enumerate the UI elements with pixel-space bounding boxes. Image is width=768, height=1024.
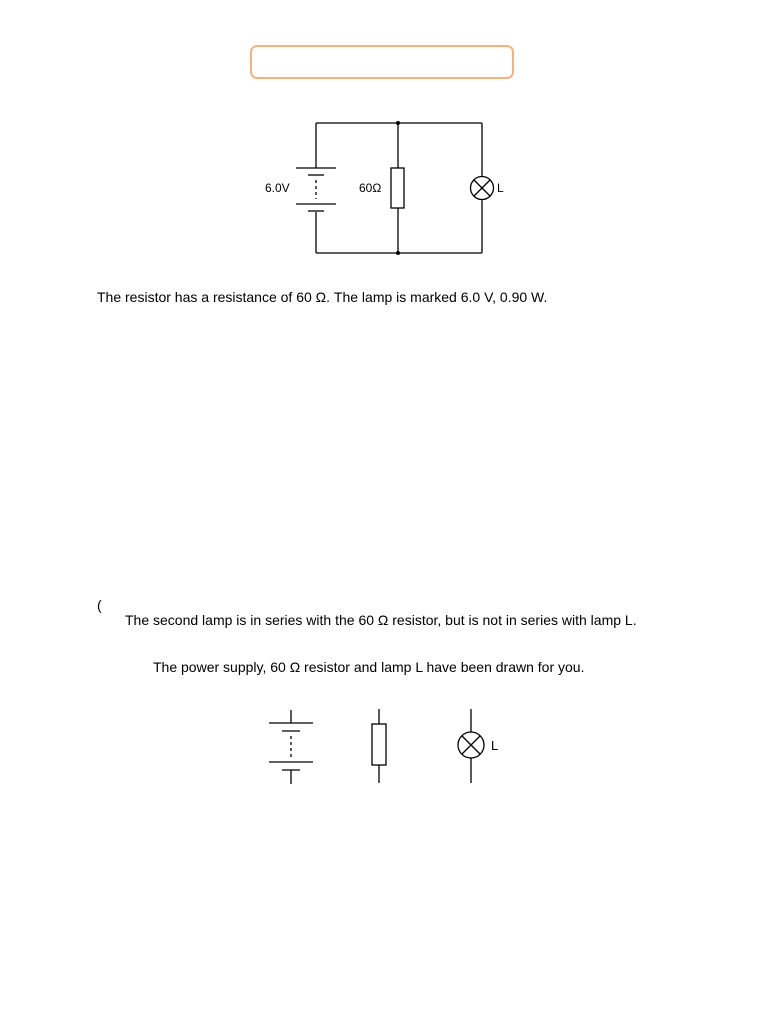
resistor-icon [372,709,386,783]
intro-text: The resistor has a resistance of 60 Ω. The lamp is marked 6.0 V, 0.90 W. [97,289,548,305]
lamp-icon [458,709,484,783]
battery-label: 6.0V [265,181,290,195]
part-marker: ( [97,597,102,613]
resistor-label: 60Ω [359,181,382,195]
battery-icon [269,710,313,784]
lamp-label: L [491,738,499,753]
lamp-label: L [497,181,504,195]
drawn-for-you-text: The power supply, 60 Ω resistor and lamp L have been drawn for you. [153,659,585,675]
second-lamp-text: The second lamp is in series with the 60 Ω resistor, but is not in series with lamp L. [125,612,637,628]
